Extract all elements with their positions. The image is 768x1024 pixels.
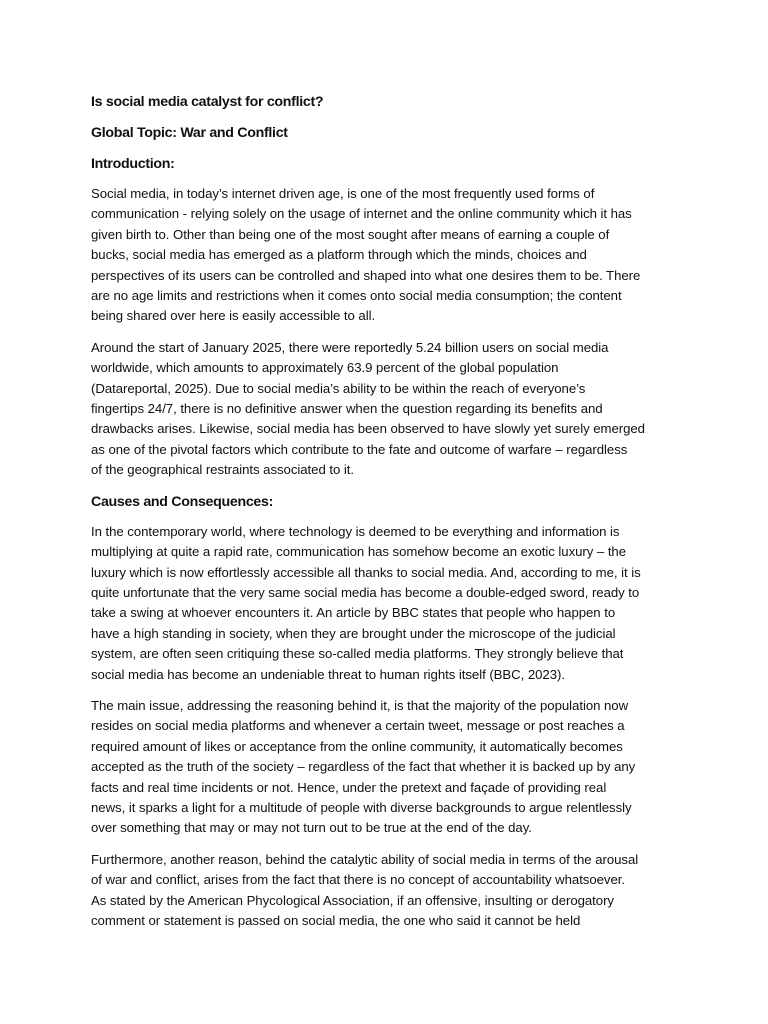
paragraph [91, 338, 681, 481]
text-line: In the contemporary world, where technology is deemed to be everything and information is [91, 523, 620, 539]
text-line: required amount of likes or acceptance from the online community, it automatically becomes [91, 738, 623, 754]
section-causes-and-consequences [91, 492, 681, 932]
text-line: perspectives of its users can be controlled and shaped into what one desires them to be. There [91, 267, 641, 283]
text-line: The main issue, addressing the reasoning behind it, is that the majority of the population now [91, 697, 629, 713]
text-line: quite unfortunate that the very same social media has become a double-edged sword, ready to [91, 584, 640, 600]
section-heading-causes-and-consequences: Causes and Consequences: [91, 493, 274, 510]
paragraph [91, 184, 681, 327]
paragraph [91, 696, 681, 839]
text-line: given birth to. Other than being one of the most sought after means of earning a couple of [91, 226, 610, 242]
text-line: accepted as the truth of the society – regardless of the fact that whether it is backed up by any [91, 759, 636, 775]
text-line: drawbacks arises. Likewise, social media has been observed to have slowly yet surely emerged [91, 421, 645, 437]
text-line: facts and real time incidents or not. Hence, under the pretext and façade of providing real [91, 779, 607, 795]
text-line: as one of the pivotal factors which contribute to the fate and outcome of warfare – regardless [91, 441, 628, 457]
text-line: of the geographical restraints associated to it. [91, 462, 354, 478]
text-line: Furthermore, another reason, behind the catalytic ability of social media in terms of the arousal [91, 851, 639, 867]
text-line: communication - relying solely on the usage of internet and the online community which it has [91, 206, 632, 222]
paragraph [91, 522, 681, 685]
document-title: Is social media catalyst for conflict? [91, 94, 324, 110]
text-line: are no age limits and restrictions when it comes onto social media consumption; the content [91, 288, 622, 304]
text-line: comment or statement is passed on social media, the one who said it cannot be held [91, 913, 581, 928]
text-line: bucks, social media has emerged as a platform through which the minds, choices and [91, 247, 587, 263]
text-line: worldwide, which amounts to approximately 63.9 percent of the global population [91, 360, 559, 376]
document-page [91, 92, 681, 942]
text-line: have a high standing in society, when they are brought under the microscope of the judicial [91, 625, 616, 641]
text-line: being shared over here is easily accessible to all. [91, 308, 376, 324]
section-introduction [91, 154, 681, 481]
section-heading-introduction: Introduction: [91, 156, 175, 172]
text-line: multiplying at quite a rapid rate, communication has somehow become an exotic luxury – the [91, 544, 627, 560]
text-line: system, are often seen critiquing these so-called media platforms. They strongly believe that [91, 646, 624, 662]
text-line: resides on social media platforms and whenever a certain tweet, message or post reaches a [91, 718, 625, 734]
text-line: of war and conflict, arises from the fact that there is no concept of accountability whatsoever. [91, 872, 625, 888]
text-line: As stated by the American Phycological Association, if an offensive, insulting or derogatory [91, 892, 614, 908]
text-line: take a swing at whoever encounters it. An article by BBC states that people who happen to [91, 605, 616, 621]
text-line: (Datareportal, 2025). Due to social media’s ability to be within the reach of everyone’s [91, 380, 586, 396]
text-line: luxury which is now effortlessly accessible all thanks to social media. And, according to me, it is [91, 564, 641, 580]
global-topic: Global Topic: War and Conflict [91, 125, 288, 141]
paragraph [91, 850, 681, 932]
text-line: news, it sparks a light for a multitude of people with diverse backgrounds to argue relentlessly [91, 799, 632, 815]
text-line: fingertips 24/7, there is no definitive answer when the question regarding its benefits and [91, 401, 603, 417]
text-line: social media has become an undeniable threat to human rights itself (BBC, 2023). [91, 666, 565, 682]
text-line: Social media, in today’s internet driven age, is one of the most frequently used forms of [91, 186, 595, 201]
text-line: over something that may or may not turn out to be true at the end of the day. [91, 820, 532, 836]
text-line: Around the start of January 2025, there were reportedly 5.24 billion users on social media [91, 339, 609, 355]
